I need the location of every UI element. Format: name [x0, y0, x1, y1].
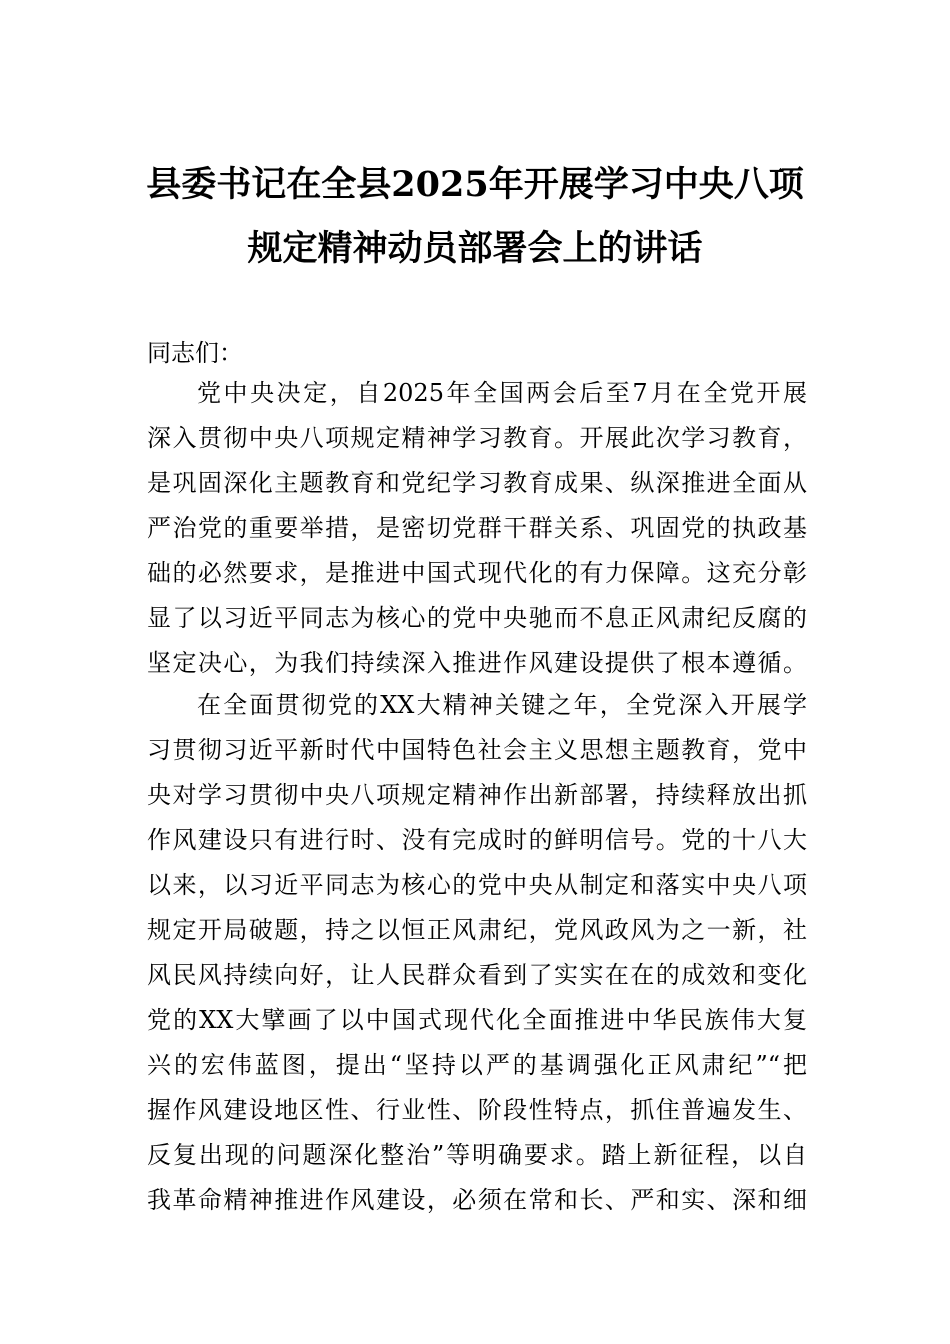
body-line: 作风建设只有进行时、没有完成时的鲜明信号。党的十八大 — [147, 826, 807, 854]
body-line: 规定开局破题，持之以恒正风肃纪，党风政风为之一新，社 — [147, 916, 807, 944]
body-line: 显了以习近平同志为核心的党中央驰而不息正风肃纪反腐的 — [147, 604, 807, 632]
body-line: 我革命精神推进作风建设，必须在常和长、严和实、深和细 — [147, 1186, 807, 1214]
document-title-line-1: 县委书记在全县2025年开展学习中央八项 — [146, 164, 804, 205]
body-line: 握作风建设地区性、行业性、阶段性特点，抓住普遍发生、 — [147, 1096, 807, 1124]
body-line: 坚定决心，为我们持续深入推进作风建设提供了根本遵循。 — [147, 649, 807, 677]
document-title-line-2: 规定精神动员部署会上的讲话 — [247, 228, 703, 269]
body-line: 以来，以习近平同志为核心的党中央从制定和落实中央八项 — [147, 871, 807, 899]
body-line: 党中央决定，自2025年全国两会后至7月在全党开展 — [197, 379, 807, 407]
body-line: 反复出现的问题深化整治”等明确要求。踏上新征程，以自 — [147, 1141, 807, 1169]
body-line: 习贯彻习近平新时代中国特色社会主义思想主题教育，党中 — [147, 736, 807, 764]
body-line: 础的必然要求，是推进中国式现代化的有力保障。这充分彰 — [147, 559, 807, 587]
body-line: 央对学习贯彻中央八项规定精神作出新部署，持续释放出抓 — [147, 781, 807, 809]
body-line: 在全面贯彻党的XX大精神关键之年，全党深入开展学 — [197, 691, 807, 719]
greeting: 同志们： — [147, 339, 243, 367]
body-line: 党的XX大擘画了以中国式现代化全面推进中华民族伟大复 — [147, 1006, 807, 1034]
body-line: 是巩固深化主题教育和党纪学习教育成果、纵深推进全面从 — [147, 469, 807, 497]
body-line: 深入贯彻中央八项规定精神学习教育。开展此次学习教育， — [147, 424, 807, 452]
body-line: 严治党的重要举措，是密切党群干群关系、巩固党的执政基 — [147, 514, 807, 542]
body-line: 兴的宏伟蓝图，提出“坚持以严的基调强化正风肃纪”“把 — [147, 1051, 807, 1079]
body-line: 风民风持续向好，让人民群众看到了实实在在的成效和变化 — [147, 961, 807, 989]
